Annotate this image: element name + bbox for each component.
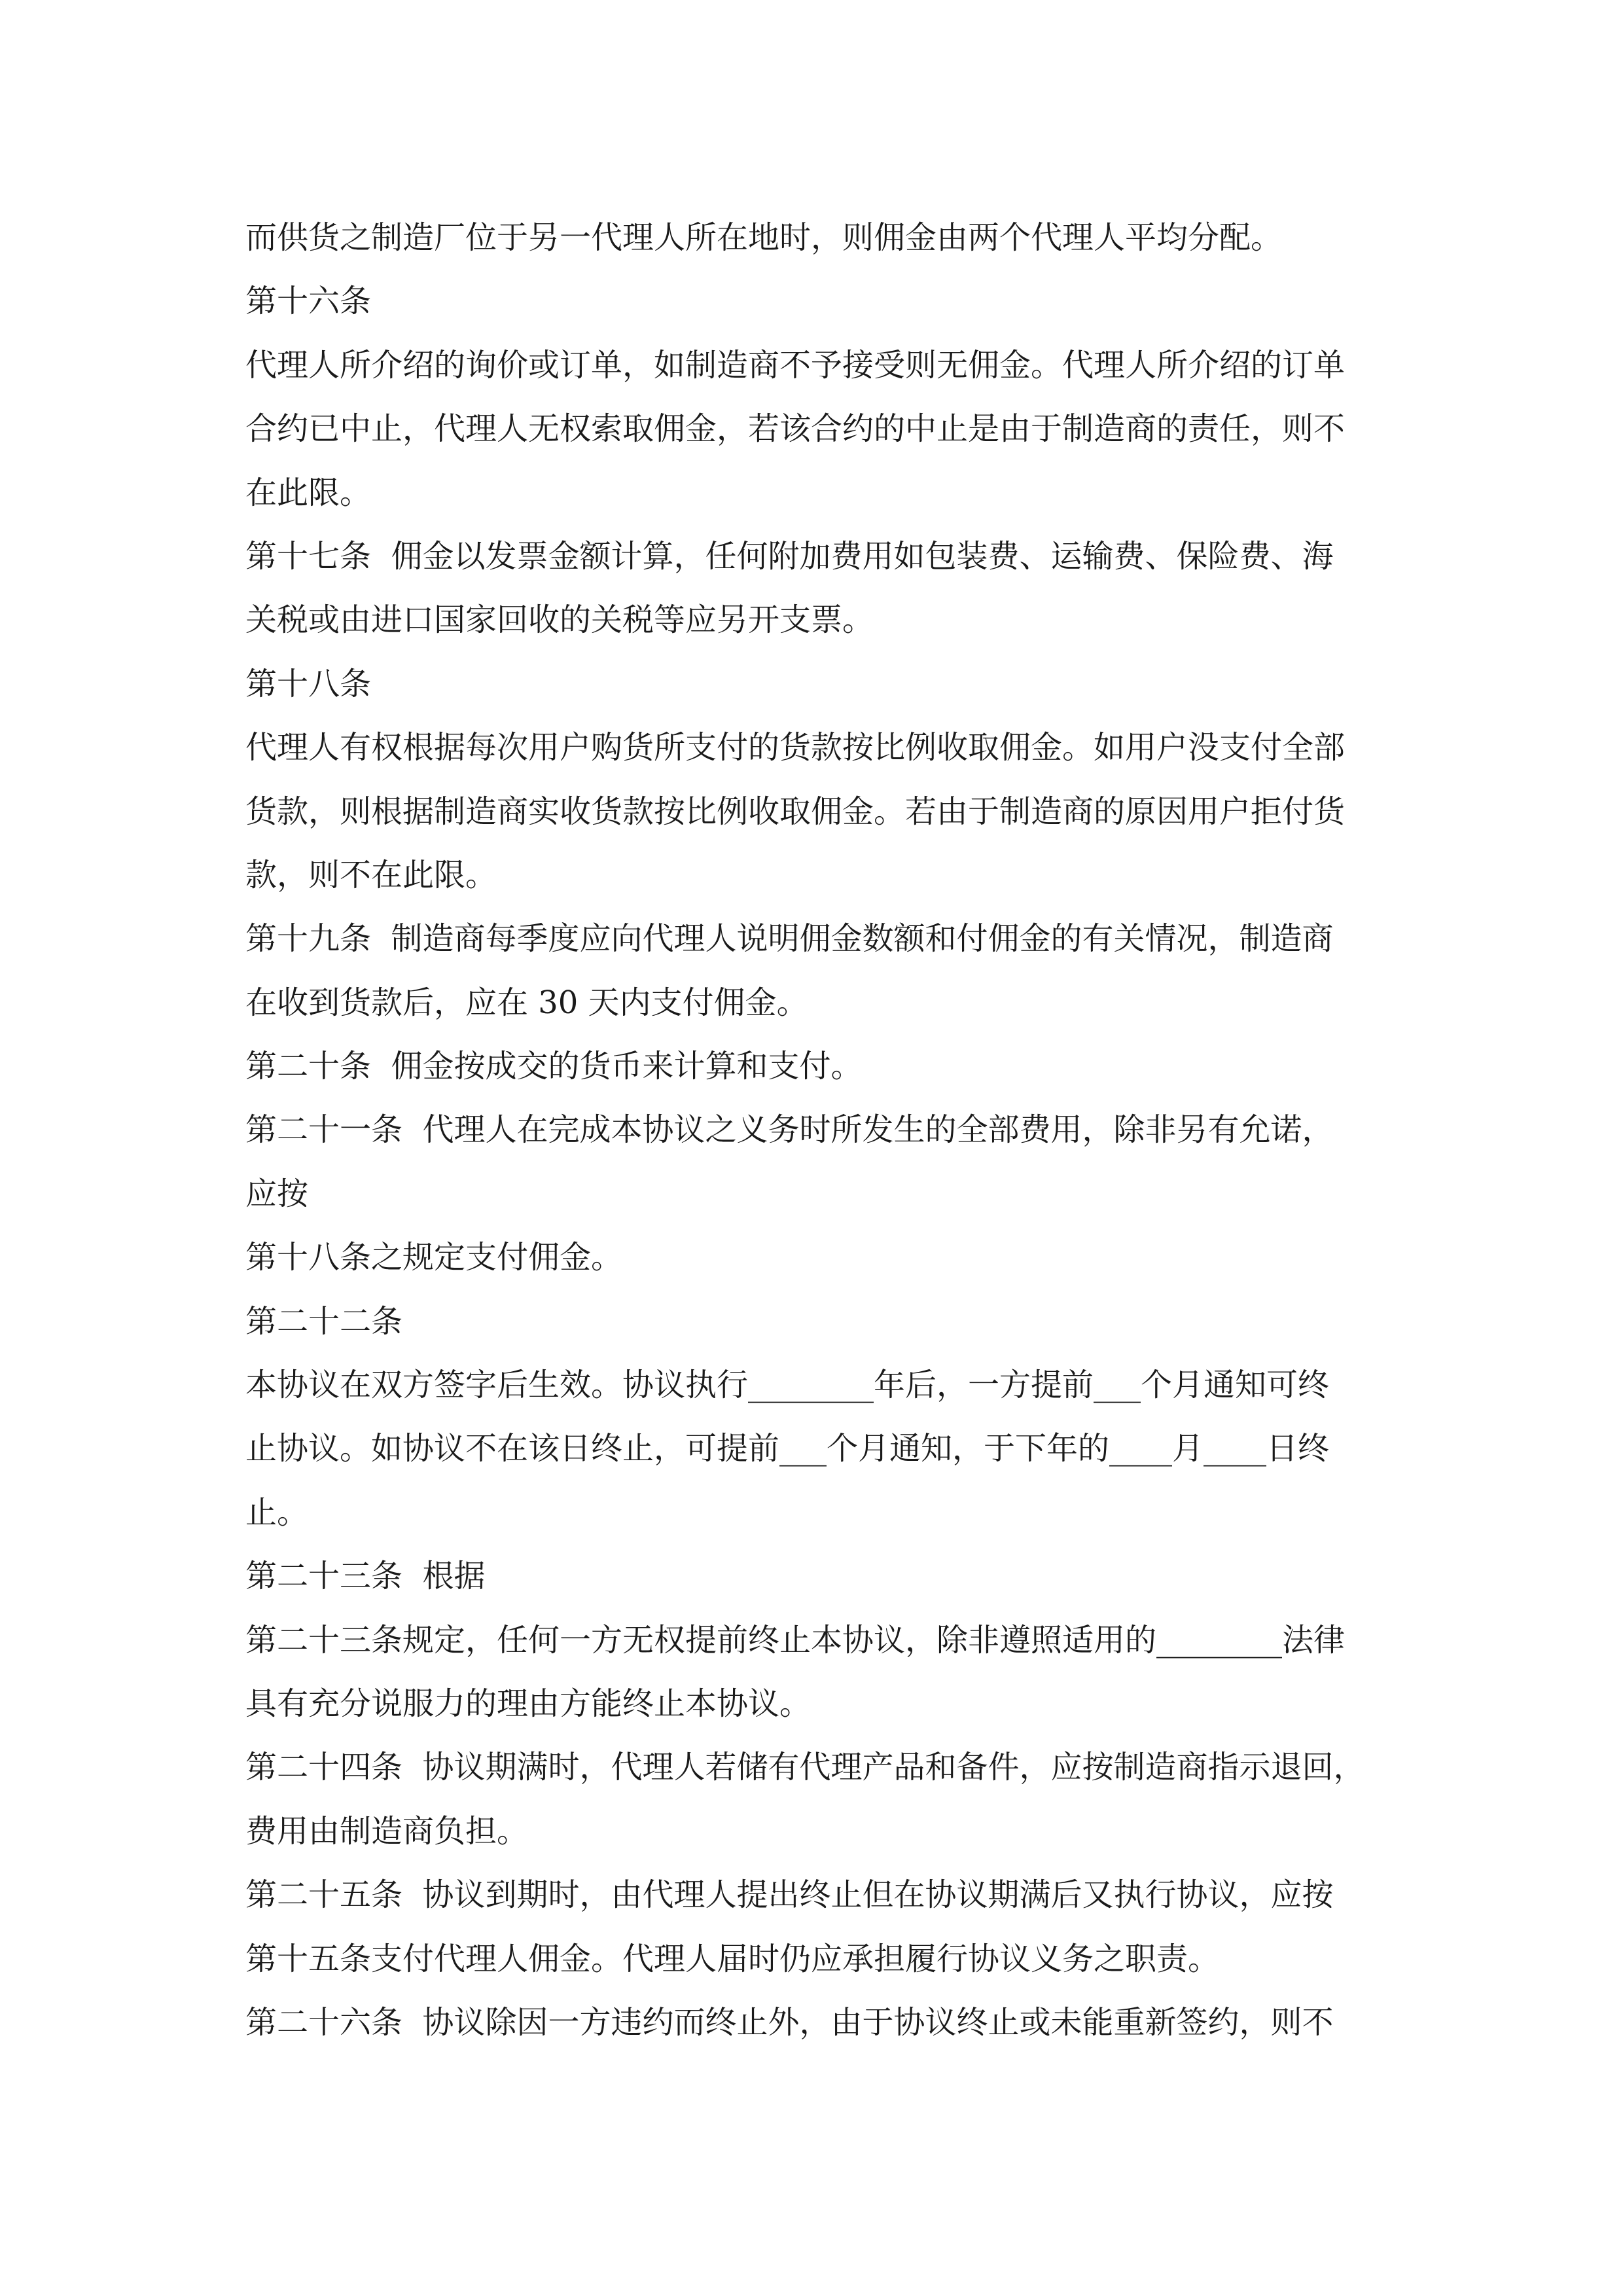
text-line: 第二十条 佣金按成交的货币来计算和支付。: [245, 1048, 863, 1085]
text-line: 第十七条 佣金以发票金额计算，任何附加费用如包装费、运输费、保险费、海: [245, 537, 1334, 575]
text-line: 合约已中止，代理人无权索取佣金，若该合约的中止是由于制造商的责任，则不: [245, 410, 1346, 448]
text-line: 代理人所介绍的询价或订单，如制造商不予接受则无佣金。代理人所介绍的订单: [245, 346, 1346, 384]
document-body: [245, 206, 1391, 2054]
text-line: 止协议。如协议不在该日终止，可提前___个月通知，于下年的____月____日终: [245, 1430, 1330, 1467]
text-line: 在此限。: [245, 474, 372, 511]
text-line: 代理人有权根据每次用户购货所支付的货款按比例收取佣金。如用户没支付全部: [245, 729, 1346, 766]
text-line: 在收到货款后，应在 30 天内支付佣金。: [245, 984, 808, 1021]
text-line: 第十八条之规定支付佣金。: [245, 1239, 623, 1276]
text-line: 止。: [245, 1494, 309, 1531]
text-line: 第二十三条 根据: [245, 1558, 486, 1595]
text-line: 第二十三条规定，任何一方无权提前终止本协议，除非遵照适用的________法律: [245, 1621, 1346, 1659]
text-line: 货款，则根据制造商实收货款按比例收取佣金。若由于制造商的原因用户拒付货: [245, 793, 1346, 830]
text-line: 第二十五条 协议到期时，由代理人提出终止但在协议期满后又执行协议，应按: [245, 1876, 1334, 1914]
article-heading: 第十八条: [245, 665, 372, 702]
article-heading: 第十六条: [245, 283, 372, 320]
text-line: 第二十四条 协议期满时，代理人若储有代理产品和备件，应按制造商指示退回，: [245, 1749, 1365, 1786]
text-line: 本协议在双方签字后生效。协议执行________年后，一方提前___个月通知可终: [245, 1367, 1330, 1404]
article-heading: 第二十二条: [245, 1302, 403, 1340]
text-line: 第十九条 制造商每季度应向代理人说明佣金数额和付佣金的有关情况，制造商: [245, 920, 1334, 958]
text-line: 而供货之制造厂位于另一代理人所在地时，则佣金由两个代理人平均分配。: [245, 219, 1283, 256]
text-line: 应按: [245, 1175, 309, 1212]
text-line: 具有充分说服力的理由方能终止本协议。: [245, 1685, 812, 1722]
text-line: 关税或由进口国家回收的关税等应另开支票。: [245, 601, 874, 639]
text-line: 款，则不在此限。: [245, 856, 497, 893]
text-line: 第二十一条 代理人在完成本协议之义务时所发生的全部费用，除非另有允诺，: [245, 1111, 1334, 1149]
text-line: 费用由制造商负担。: [245, 1812, 529, 1850]
text-line: 第十五条支付代理人佣金。代理人届时仍应承担履行协议义务之职责。: [245, 1940, 1220, 1977]
text-line: 第二十六条 协议除因一方违约而终止外，由于协议终止或未能重新签约，则不: [245, 2003, 1334, 2041]
